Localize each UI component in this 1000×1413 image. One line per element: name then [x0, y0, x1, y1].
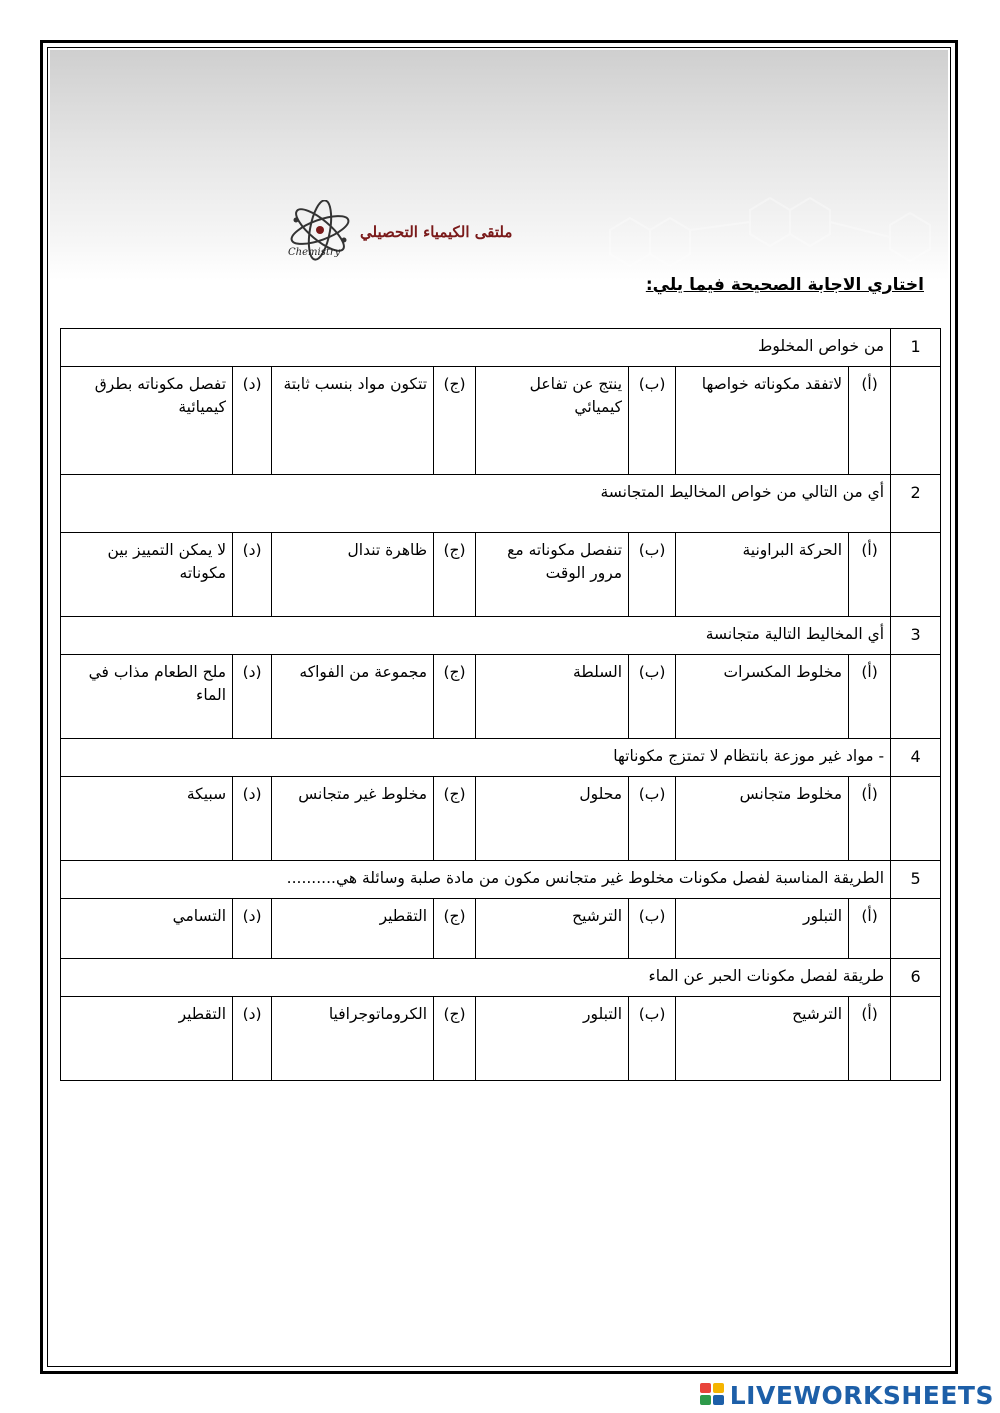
option-letter: (ب)	[629, 655, 676, 739]
answer-option[interactable]: الحركة البراونية	[676, 533, 849, 617]
number-spacer-cell	[891, 899, 941, 959]
liveworksheets-logo-icon	[700, 1383, 726, 1407]
option-letter: (ب)	[629, 899, 676, 959]
answer-option[interactable]: الترشيح	[476, 899, 629, 959]
question-number: 5	[891, 861, 941, 899]
option-letter: (د)	[233, 899, 272, 959]
number-spacer-cell	[891, 367, 941, 475]
options-row	[61, 899, 941, 959]
answer-option[interactable]: التقطير	[61, 997, 233, 1081]
answer-option[interactable]: التبلور	[476, 997, 629, 1081]
question-number: 4	[891, 739, 941, 777]
number-spacer-cell	[891, 777, 941, 861]
option-letter: (ب)	[629, 367, 676, 475]
option-letter: (د)	[233, 655, 272, 739]
question-text: - مواد غير موزعة بانتظام لا تمتزج مكوناتها	[61, 739, 891, 777]
instructions-heading: اختاري الاجابة الصحيحة فيما يلي:	[645, 275, 924, 295]
question-number: 2	[891, 475, 941, 533]
answer-option[interactable]: ينتج عن تفاعل كيميائي	[476, 367, 629, 475]
options-row	[61, 997, 941, 1081]
option-letter: (أ)	[849, 997, 891, 1081]
answer-option[interactable]: السلطة	[476, 655, 629, 739]
logo-subtitle: Chemistry	[288, 247, 341, 258]
liveworksheets-brand	[700, 1378, 994, 1412]
answer-option[interactable]: التسامي	[61, 899, 233, 959]
answer-option[interactable]: مجموعة من الفواكه	[272, 655, 434, 739]
option-letter: (د)	[233, 367, 272, 475]
question-text: الطريقة المناسبة لفصل مكونات مخلوط غير متجانس مكون من مادة صلبة وسائلة هي..........	[61, 861, 891, 899]
question-row	[61, 329, 941, 367]
question-text: أي من التالي من خواص المخاليط المتجانسة	[61, 475, 891, 533]
option-letter: (أ)	[849, 899, 891, 959]
answer-option[interactable]: الكروماتوجرافيا	[272, 997, 434, 1081]
question-text: من خواص المخلوط	[61, 329, 891, 367]
options-row	[61, 533, 941, 617]
option-letter: (أ)	[849, 533, 891, 617]
answer-option[interactable]: لا يمكن التمييز بين مكوناته	[61, 533, 233, 617]
option-letter: (أ)	[849, 777, 891, 861]
answer-option[interactable]: مخلوط المكسرات	[676, 655, 849, 739]
question-text: طريقة لفصل مكونات الحبر عن الماء	[61, 959, 891, 997]
answer-option[interactable]: تفصل مكوناته بطرق كيميائية	[61, 367, 233, 475]
answer-option[interactable]: مخلوط غير متجانس	[272, 777, 434, 861]
answer-option[interactable]: محلول	[476, 777, 629, 861]
question-number: 1	[891, 329, 941, 367]
answer-option[interactable]: لاتفقد مكوناته خواصها	[676, 367, 849, 475]
answer-option[interactable]: التقطير	[272, 899, 434, 959]
answer-option[interactable]: مخلوط متجانس	[676, 777, 849, 861]
options-row	[61, 655, 941, 739]
question-row	[61, 475, 941, 533]
options-row	[61, 367, 941, 475]
answer-option[interactable]: التبلور	[676, 899, 849, 959]
option-letter: (د)	[233, 533, 272, 617]
number-spacer-cell	[891, 533, 941, 617]
option-letter: (ج)	[434, 655, 476, 739]
answer-option[interactable]: تتكون مواد بنسب ثابتة	[272, 367, 434, 475]
option-letter: (ج)	[434, 533, 476, 617]
answer-option[interactable]: تنفصل مكوناته مع مرور الوقت	[476, 533, 629, 617]
logo-title: ملتقى الكيمياء التحصيلي	[360, 223, 513, 241]
answer-option[interactable]: ظاهرة تندال	[272, 533, 434, 617]
question-text: أي المخاليط التالية متجانسة	[61, 617, 891, 655]
option-letter: (ج)	[434, 367, 476, 475]
quiz-table	[60, 328, 941, 1081]
question-number: 3	[891, 617, 941, 655]
answer-option[interactable]: سبيكة	[61, 777, 233, 861]
option-letter: (ج)	[434, 997, 476, 1081]
options-row	[61, 777, 941, 861]
answer-option[interactable]: ملح الطعام مذاب في الماء	[61, 655, 233, 739]
option-letter: (ج)	[434, 777, 476, 861]
option-letter: (ب)	[629, 997, 676, 1081]
option-letter: (ب)	[629, 777, 676, 861]
liveworksheets-wordmark: LIVEWORKSHEETS	[729, 1380, 994, 1410]
number-spacer-cell	[891, 997, 941, 1081]
question-row	[61, 861, 941, 899]
question-row	[61, 959, 941, 997]
answer-option[interactable]: الترشيح	[676, 997, 849, 1081]
number-spacer-cell	[891, 655, 941, 739]
option-letter: (د)	[233, 997, 272, 1081]
question-row	[61, 617, 941, 655]
question-row	[61, 739, 941, 777]
option-letter: (ج)	[434, 899, 476, 959]
option-letter: (د)	[233, 777, 272, 861]
option-letter: (ب)	[629, 533, 676, 617]
option-letter: (أ)	[849, 655, 891, 739]
question-number: 6	[891, 959, 941, 997]
option-letter: (أ)	[849, 367, 891, 475]
